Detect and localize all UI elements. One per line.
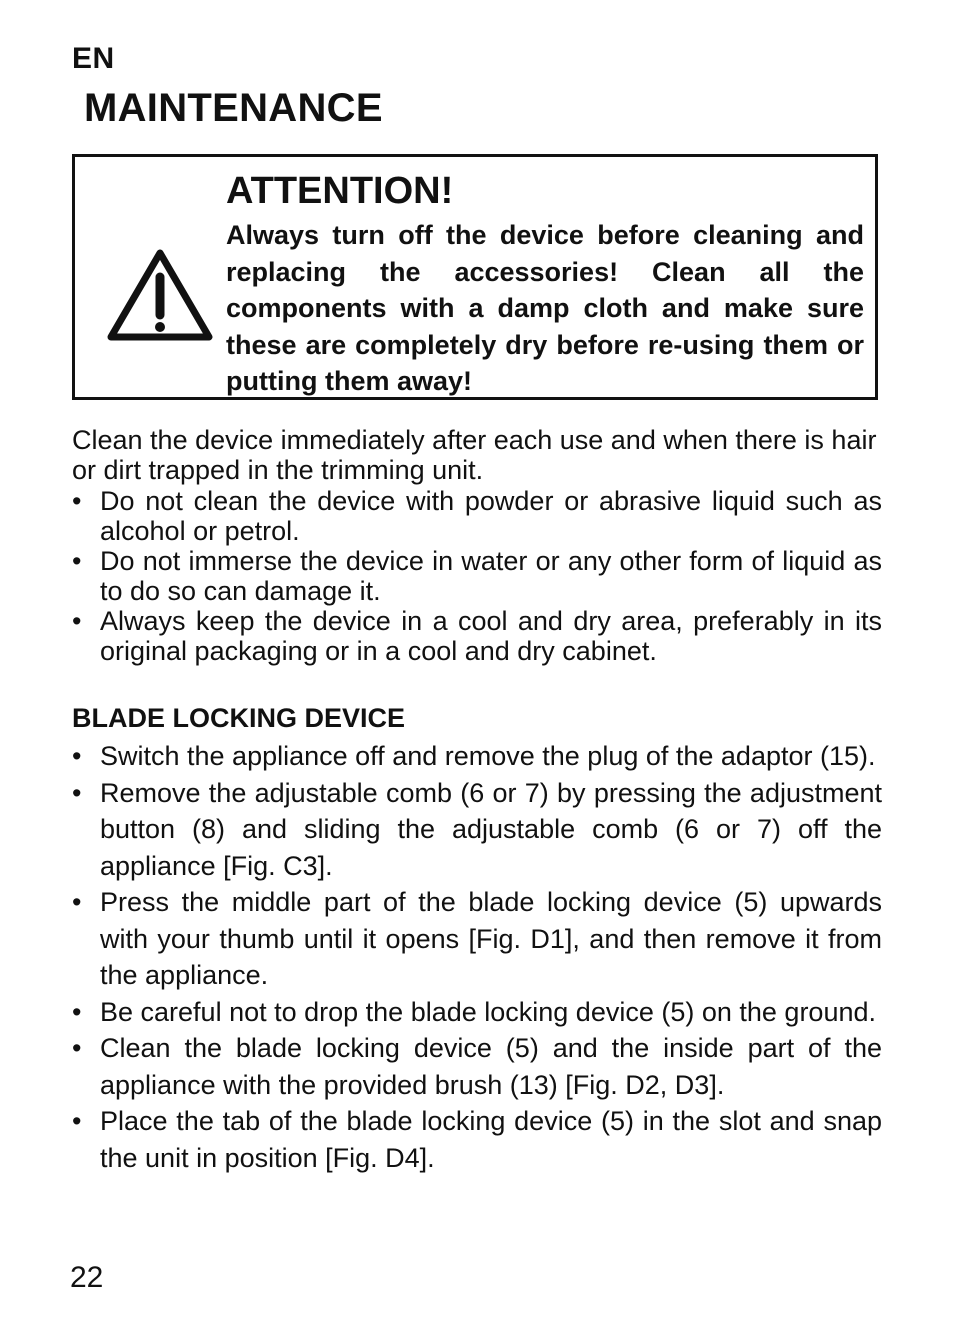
cleaning-list bbox=[72, 486, 882, 666]
list-item: • Always keep the device in a cool and dry area, preferably in its original packaging or in a cool and dry cabinet. bbox=[72, 606, 882, 666]
attention-text bbox=[226, 169, 864, 400]
cleaning-intro: Clean the device immediately after each use and when there is hair or dirt trapped in the trimming unit. bbox=[72, 425, 877, 485]
list-item: • Press the middle part of the blade locking device (5) upwards with your thumb until it opens [Fig. D1], and then remove it from the appliance. bbox=[72, 884, 882, 994]
page-title: MAINTENANCE bbox=[84, 86, 383, 130]
language-label: EN bbox=[72, 42, 115, 75]
warning-triangle-icon bbox=[105, 247, 215, 343]
attention-box bbox=[72, 154, 878, 400]
list-item: • Remove the adjustable comb (6 or 7) by pressing the adjustment button (8) and sliding the adjustable comb (6 or 7) off the appliance [Fig. C3]. bbox=[72, 775, 882, 885]
list-item: • Do not immerse the device in water or any other form of liquid as to do so can damage it. bbox=[72, 546, 882, 606]
list-item: • Switch the appliance off and remove the plug of the adaptor (15). bbox=[72, 738, 882, 775]
list-item: • Do not clean the device with powder or abrasive liquid such as alcohol or petrol. bbox=[72, 486, 882, 546]
section-heading-blade-locking: BLADE LOCKING DEVICE bbox=[72, 703, 406, 733]
page-number: 22 bbox=[70, 1261, 104, 1294]
list-item: • Place the tab of the blade locking device (5) in the slot and snap the unit in position [Fig. D4]. bbox=[72, 1103, 882, 1176]
attention-body: Always turn off the device before cleaning and replacing the accessories! Clean all the components with a damp cloth and make sure these are completely dry before re-using them or putting them away! bbox=[226, 220, 864, 396]
list-item: • Be careful not to drop the blade locking device (5) on the ground. bbox=[72, 994, 882, 1031]
blade-locking-list bbox=[72, 738, 882, 1176]
attention-heading: ATTENTION! bbox=[226, 170, 454, 212]
list-item: • Clean the blade locking device (5) and the inside part of the appliance with the provided brush (13) [Fig. D2, D3]. bbox=[72, 1030, 882, 1103]
